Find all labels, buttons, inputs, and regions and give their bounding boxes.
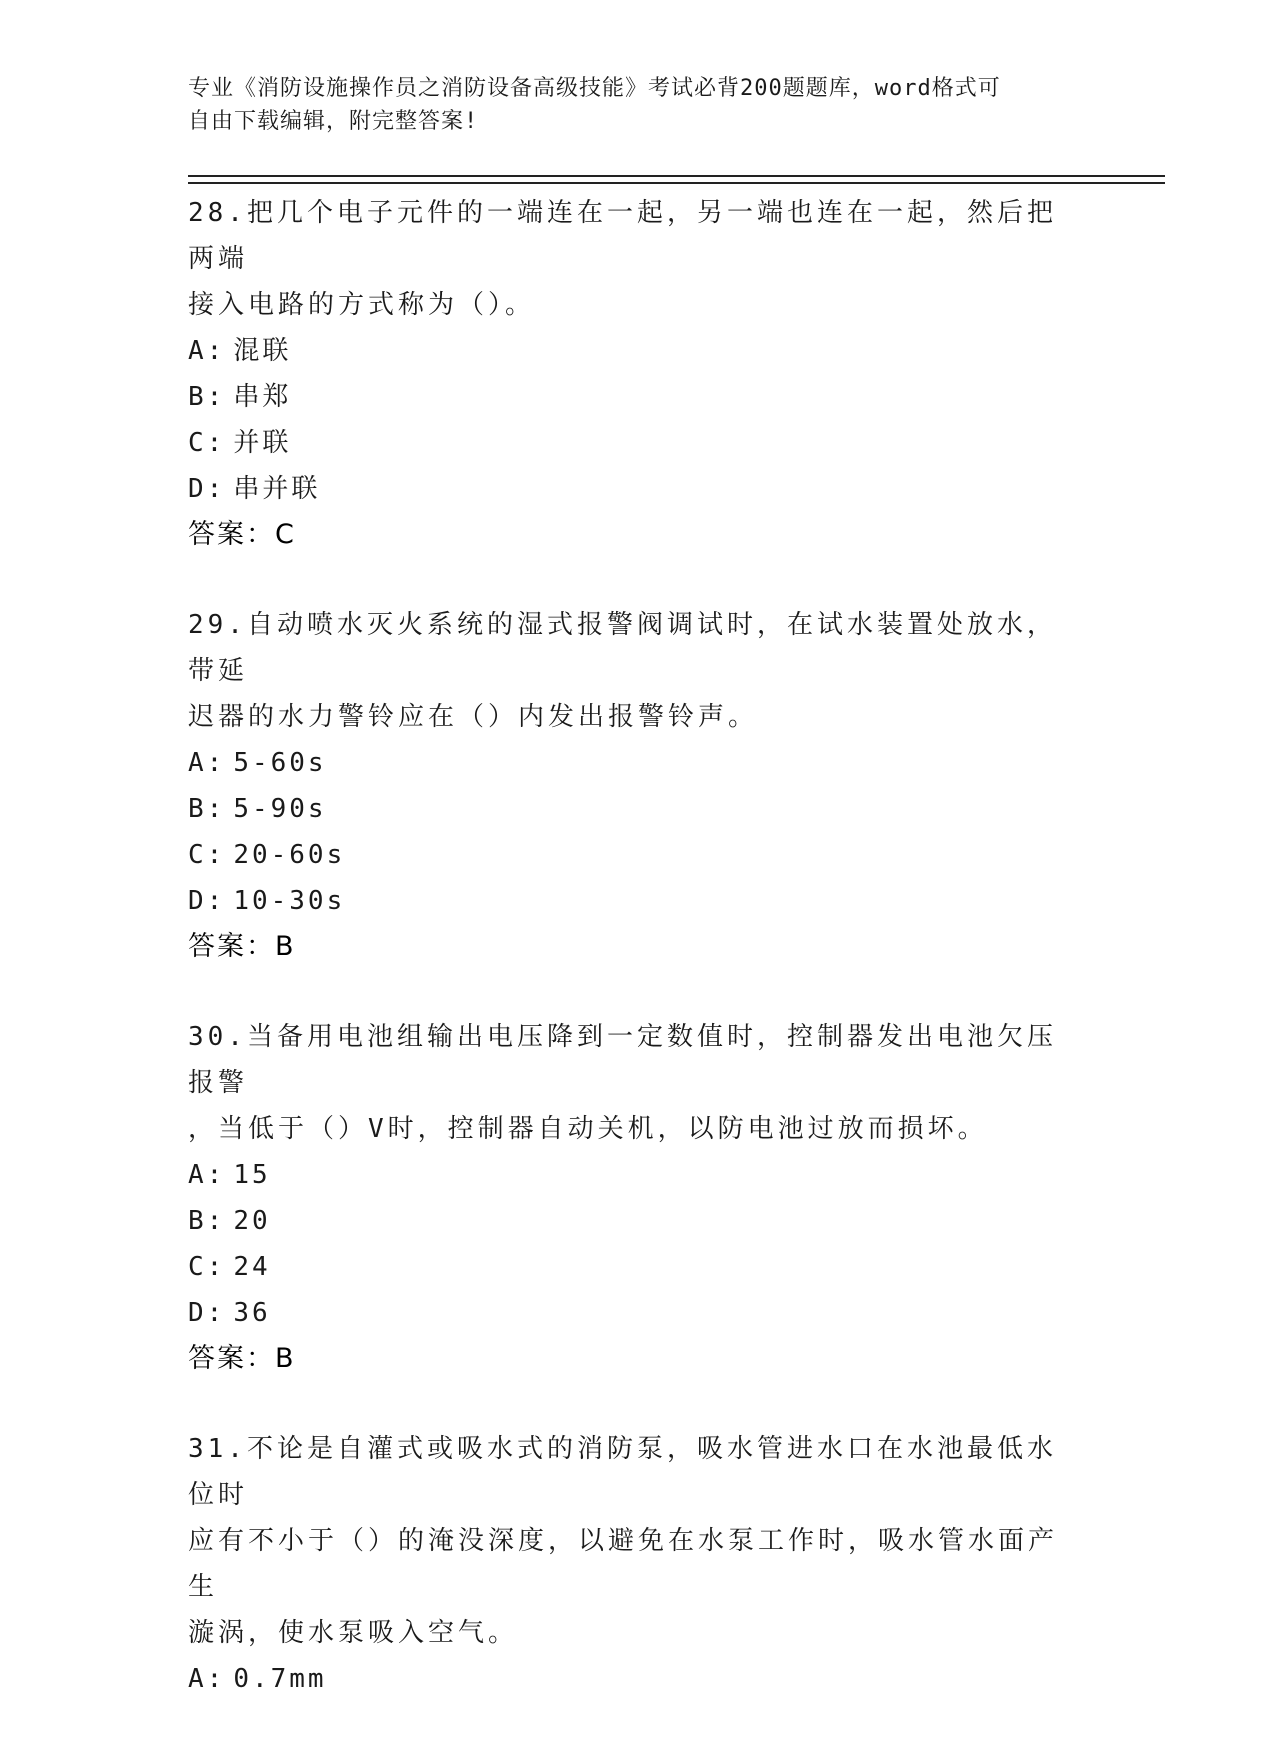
option-b: B: 5-90s (188, 794, 327, 824)
option-a: A: 混联 (188, 336, 292, 366)
option-key: A (188, 1160, 207, 1190)
option-b: B: 串郑 (188, 382, 292, 412)
option-a: A: 5-60s (188, 748, 327, 778)
option-text: 0.7mm (233, 1664, 327, 1694)
option-key: A (188, 336, 207, 366)
question-text-line: 29.自动喷水灭火系统的湿式报警阀调试时，在试水装置处放水，带延 (188, 610, 1057, 686)
option-c: C: 并联 (188, 428, 292, 458)
header-line-1: 专业《消防设施操作员之消防设备高级技能》考试必背200题题库，word格式可 (188, 76, 1001, 101)
option-key: C (188, 428, 207, 458)
question-text-line: 迟器的水力警铃应在（）内发出报警铃声。 (188, 702, 759, 732)
option-c: C: 20-60s (188, 840, 346, 870)
option-d: D: 36 (188, 1298, 271, 1328)
question-28 (188, 190, 1078, 558)
question-text-line: 漩涡，使水泵吸入空气。 (188, 1618, 519, 1648)
option-text: 20 (233, 1206, 271, 1236)
question-29 (188, 602, 1078, 970)
option-text: 5-90s (233, 794, 327, 824)
question-text-line: 接入电路的方式称为（）。 (188, 290, 536, 320)
option-text: 10-30s (233, 886, 346, 916)
header-divider-top (188, 175, 1165, 177)
question-list (188, 190, 1078, 1746)
option-key: C (188, 1252, 207, 1282)
option-text: 串郑 (233, 382, 292, 412)
answer-line: 答案：C (188, 519, 296, 550)
option-text: 36 (233, 1298, 271, 1328)
option-key: D (188, 474, 207, 504)
option-key: D (188, 886, 207, 916)
header-line-2: 自由下载编辑，附完整答案! (188, 109, 479, 134)
question-text-line: 31.不论是自灌式或吸水式的消防泵，吸水管进水口在水池最低水位时 (188, 1434, 1057, 1510)
option-key: C (188, 840, 207, 870)
answer-line: 答案：B (188, 931, 296, 962)
header-divider-bottom (188, 182, 1165, 184)
option-text: 24 (233, 1252, 271, 1282)
option-key: B (188, 1206, 207, 1236)
question-text-line: 30.当备用电池组输出电压降到一定数值时，控制器发出电池欠压报警 (188, 1022, 1057, 1098)
question-31 (188, 1426, 1078, 1702)
option-a: A: 15 (188, 1160, 271, 1190)
option-a: A: 0.7mm (188, 1664, 327, 1694)
option-text: 并联 (233, 428, 292, 458)
document-header (188, 72, 1068, 138)
answer-line: 答案：B (188, 1343, 296, 1374)
option-d: D: 串并联 (188, 474, 321, 504)
option-b: B: 20 (188, 1206, 271, 1236)
option-key: A (188, 748, 207, 778)
option-key: D (188, 1298, 207, 1328)
option-c: C: 24 (188, 1252, 271, 1282)
option-text: 5-60s (233, 748, 327, 778)
option-d: D: 10-30s (188, 886, 346, 916)
question-text-line: 应有不小于（）的淹没深度，以避免在水泵工作时，吸水管水面产生 (188, 1526, 1059, 1602)
option-key: B (188, 382, 207, 412)
option-key: B (188, 794, 207, 824)
question-30 (188, 1014, 1078, 1382)
question-text-line: ，当低于（）V时，控制器自动关机，以防电池过放而损坏。 (188, 1114, 988, 1144)
option-text: 15 (233, 1160, 271, 1190)
option-key: A (188, 1664, 207, 1694)
option-text: 串并联 (233, 474, 321, 504)
option-text: 混联 (233, 336, 292, 366)
option-text: 20-60s (233, 840, 346, 870)
question-text-line: 28.把几个电子元件的一端连在一起，另一端也连在一起，然后把两端 (188, 198, 1057, 274)
